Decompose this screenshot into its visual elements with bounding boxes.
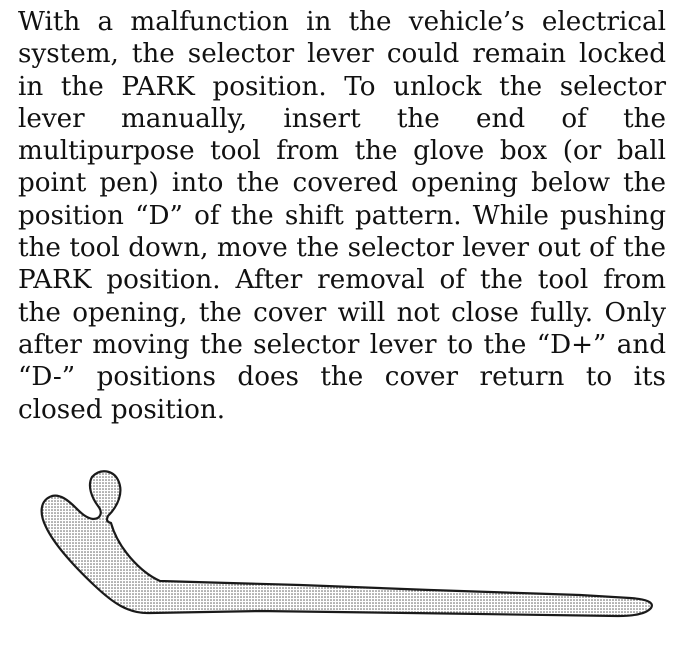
- tool-body: [42, 471, 652, 616]
- tool-illustration: [0, 440, 683, 646]
- multipurpose-tool-icon: [0, 440, 683, 646]
- selector-lever-unlock-instructions: With a malfunction in the vehicle’s electrical system, the selector lever could remain locked in the PARK position. To unlock the selector lever manually, insert the end of the multipurpose tool from the glove box (or ball point pen) into the covered opening below the position “D” of the shift pattern. While pushing the tool down, move the selector lever out of the PARK position. After removal of the tool from the opening, the cover will not close fully. Only after moving the selector lever to the “D+” and “D-” positions does the cover return to its closed position.: [18, 7, 666, 425]
